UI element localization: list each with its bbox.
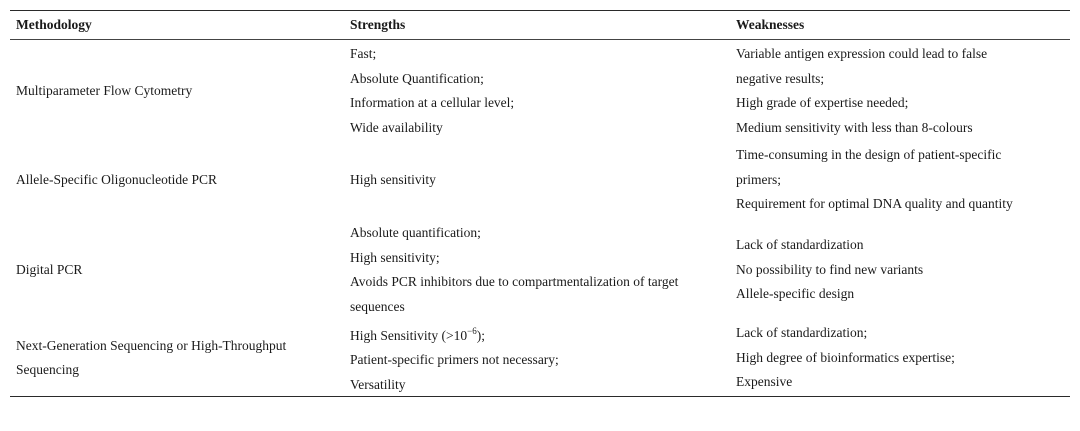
methodology-text: Sequencing — [16, 362, 79, 377]
strength-item: Versatility — [350, 376, 406, 392]
comparison-table — [10, 10, 1070, 397]
weakness-item: Time-consuming in the design of patient-specific — [736, 147, 1002, 163]
table-row — [10, 140, 1070, 220]
weakness-item: Medium sensitivity with less than 8-colours — [736, 119, 973, 135]
weakness-item: Expensive — [736, 374, 793, 390]
strength-item: High sensitivity — [350, 171, 436, 187]
strength-item: sequences — [350, 298, 405, 314]
strengths-cell — [350, 42, 730, 140]
weaknesses-cell — [736, 140, 1066, 220]
strengths-cell — [350, 320, 730, 396]
strength-item: Information at a cellular level; — [350, 95, 515, 110]
weaknesses-cell — [736, 42, 1066, 140]
methodology-text: Digital PCR — [16, 261, 83, 277]
table-row — [10, 220, 1070, 320]
weakness-item: Allele-specific design — [736, 286, 855, 302]
strength-item: Wide availability — [350, 119, 443, 135]
strength-item: Absolute Quantification; — [350, 70, 484, 86]
weakness-item: Variable antigen expression could lead to false — [736, 46, 988, 61]
strength-item: Patient-specific primers not necessary; — [350, 352, 559, 368]
header-weaknesses: Weaknesses — [736, 17, 805, 32]
weakness-item: High degree of bioinformatics expertise; — [736, 349, 955, 365]
weakness-item: primers; — [736, 171, 781, 187]
weaknesses-cell — [736, 320, 1066, 396]
methodology-cell — [16, 42, 336, 140]
table-row — [10, 42, 1070, 140]
strength-item: Absolute quantification; — [350, 225, 481, 240]
weaknesses-cell — [736, 220, 1066, 320]
weakness-item: Lack of standardization; — [736, 325, 868, 341]
strength-exponent: −6 — [467, 325, 477, 336]
weakness-item: Lack of standardization — [736, 237, 864, 253]
strength-item: Avoids PCR inhibitors due to compartmentalization of target — [350, 274, 679, 289]
header-methodology: Methodology — [16, 17, 92, 32]
weakness-item: Requirement for optimal DNA quality and quantity — [736, 196, 1013, 212]
methodology-text: Multiparameter Flow Cytometry — [16, 82, 193, 98]
methodology-cell — [16, 220, 336, 320]
strength-suffix: ); — [476, 327, 485, 343]
strength-prefix: High Sensitivity (>10 — [350, 327, 468, 343]
strengths-cell — [350, 220, 730, 320]
table-row — [10, 320, 1070, 396]
strengths-cell — [350, 140, 730, 220]
methodology-text: Next-Generation Sequencing or High-Throughput — [16, 337, 287, 353]
strength-item: Fast; — [350, 46, 377, 61]
strength-item — [350, 319, 730, 349]
weakness-item: High grade of expertise needed; — [736, 95, 909, 110]
table-header-rule — [10, 39, 1070, 40]
methodology-text: Allele-Specific Oligonucleotide PCR — [16, 171, 217, 187]
strength-item: High sensitivity; — [350, 249, 440, 265]
methodology-cell — [16, 140, 336, 220]
methodology-cell — [16, 320, 336, 396]
weakness-item: No possibility to find new variants — [736, 261, 924, 277]
table-header-row — [10, 11, 1070, 39]
weakness-item: negative results; — [736, 70, 825, 86]
header-strengths: Strengths — [350, 17, 406, 32]
